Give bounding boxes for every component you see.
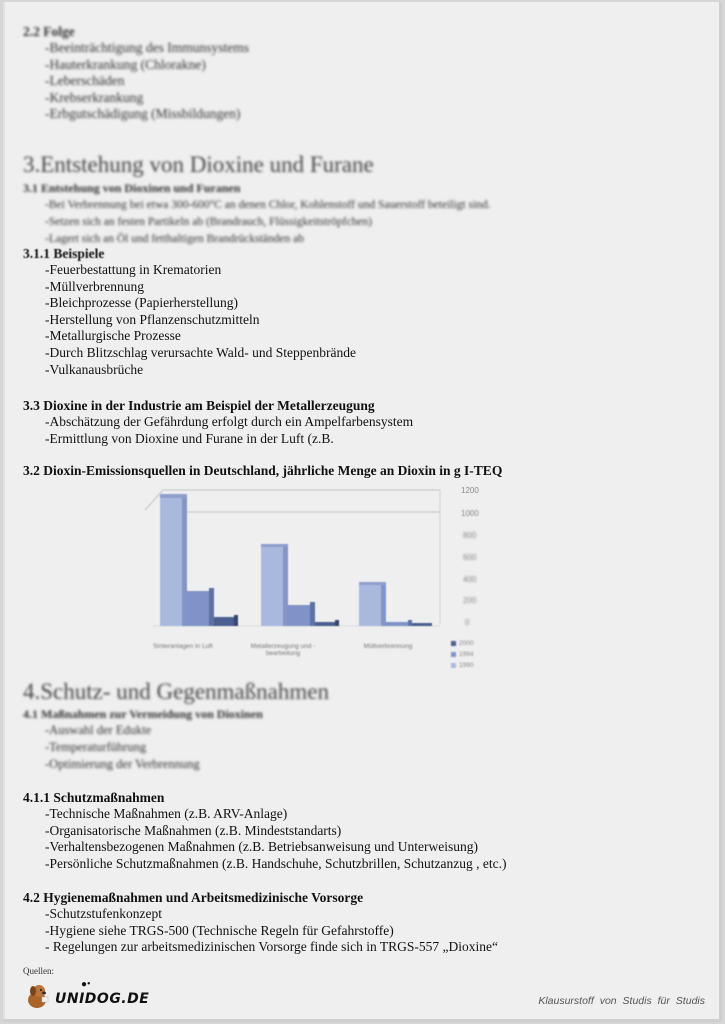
section-3-1-1-list <box>45 262 356 378</box>
category-label: Müllverbrennung <box>363 643 413 650</box>
legend-item: 2000 <box>451 640 473 647</box>
section-3-2-heading: 3.2 Dioxin-Emissionsquellen in Deutschland, jährliche Menge an Dioxin in g I-TEQ <box>23 463 503 478</box>
list-item: -Erbgutschädigung (Missbildungen) <box>45 106 241 122</box>
list-item: -Technische Maßnahmen (z.B. ARV-Anlage) <box>45 806 288 821</box>
y-tick: 600 <box>463 553 477 562</box>
paw-icon: ●• <box>81 979 91 990</box>
section-4-2-heading: 4.2 Hygienemaßnahmen und Arbeitsmedizinische Vorsorge <box>23 890 364 905</box>
dog-icon <box>25 983 49 1009</box>
section-4-1-1-list <box>45 806 507 872</box>
y-tick: 400 <box>463 575 477 584</box>
list-item: -Durch Blitzschlag verursachte Wald- und Steppenbrände <box>45 344 356 360</box>
list-item: -Schutzstufenkonzept <box>45 906 162 921</box>
chart-plot <box>3 480 719 680</box>
legend-swatch <box>451 641 456 646</box>
chapter-3-title: 3.Entstehung von Dioxine und Furane <box>23 152 374 177</box>
dioxin-emissions-chart <box>3 480 719 680</box>
section-3-1-1-heading: 3.1.1 Beispiele <box>23 246 105 261</box>
section-3-3-list <box>45 414 413 447</box>
legend-item: 1994 <box>451 651 473 658</box>
list-item: -Persönliche Schutzmaßnahmen (z.B. Handschuhe, Schutzbrillen, Schutzanzug , etc.) <box>45 855 507 871</box>
list-item: -Krebserkrankung <box>45 89 144 105</box>
sources-label: Quellen: <box>23 966 54 976</box>
list-item: -Hauterkrankung (Chlorakne) <box>45 56 206 72</box>
list-item: -Vulkanausbrüche <box>45 361 144 377</box>
legend-swatch <box>451 663 456 668</box>
list-item: -Herstellung von Pflanzenschutzmitteln <box>45 311 260 327</box>
list-item: -Verhaltensbezogenen Maßnahmen (z.B. Betriebsanweisung und Unterweisung) <box>45 839 478 855</box>
list-item: -Auswahl der Edukte <box>45 723 152 737</box>
list-item: -Hygiene siehe TRGS-500 (Technische Regeln für Gefahrstoffe) <box>45 922 394 938</box>
logo-text: UNIDOG.DE <box>55 991 150 1007</box>
unidog-logo <box>21 979 161 1013</box>
list-item: -Metallurgische Prozesse <box>45 328 181 344</box>
y-tick: 0 <box>465 618 470 627</box>
list-item: -Beeinträchtigung des Immunsystems <box>45 40 249 55</box>
list-item: - Regelungen zur arbeitsmedizinischen Vorsorge finde sich in TRGS-557 „Dioxine“ <box>45 939 499 955</box>
section-3-1-list <box>45 197 491 248</box>
list-item: -Bei Verbrennung bei etwa 300-600°C an denen Chlor, Kohlenstoff und Sauerstoff beteiligt sind. <box>45 199 491 211</box>
list-item: -Feuerbestattung in Krematorien <box>45 262 222 277</box>
y-tick: 1000 <box>461 509 479 518</box>
category-label: Metallerzeugung und -bearbeitung <box>250 643 316 657</box>
list-item: -Bleichprozesse (Papierherstellung) <box>45 295 239 311</box>
list-item: -Müllverbrennung <box>45 278 144 294</box>
list-item: -Lagert sich an Öl und fetthaltigen Brandrückständen ab <box>45 233 304 245</box>
list-item: -Organisatorische Maßnahmen (z.B. Mindeststandarts) <box>45 822 342 838</box>
list-item: -Leberschäden <box>45 73 125 89</box>
section-2-2-heading: 2.2 Folge <box>23 24 75 39</box>
legend-item: 1990 <box>451 662 473 669</box>
category-label: Sinteranlagen in Luft <box>153 643 213 650</box>
section-3-3-heading: 3.3 Dioxine in der Industrie am Beispiel der Metallerzeugung <box>23 398 375 413</box>
y-tick: 1200 <box>461 486 479 495</box>
y-tick: 800 <box>463 531 477 540</box>
y-tick: 200 <box>463 596 477 605</box>
section-3-1-heading: 3.1 Entstehung von Dioxinen und Furanen <box>23 181 241 195</box>
document-page <box>3 2 722 1022</box>
section-4-1-list <box>45 722 200 773</box>
chapter-4-title: 4.Schutz- und Gegenmaßnahmen <box>23 679 329 704</box>
section-4-1-1-heading: 4.1.1 Schutzmaßnahmen <box>23 790 165 805</box>
legend-swatch <box>451 652 456 657</box>
section-4-2-list <box>45 906 498 956</box>
section-2-2-list <box>45 40 249 123</box>
list-item: -Abschätzung der Gefährdung erfolgt durch ein Ampelfarbensystem <box>45 414 414 429</box>
list-item: -Optimierung der Verbrennung <box>45 757 200 771</box>
list-item: -Ermittlung von Dioxine und Furane in der Luft (z.B. <box>45 430 334 446</box>
list-item: -Temperaturführung <box>45 740 147 754</box>
list-item: -Setzen sich an festen Partikeln ab (Brandrauch, Flüssigkeitströpfchen) <box>45 216 373 228</box>
footer-tagline: Klausurstoff von Studis für Studis <box>538 995 705 1007</box>
section-4-1-heading: 4.1 Maßnahmen zur Vermeidung von Dioxinen <box>23 707 263 721</box>
